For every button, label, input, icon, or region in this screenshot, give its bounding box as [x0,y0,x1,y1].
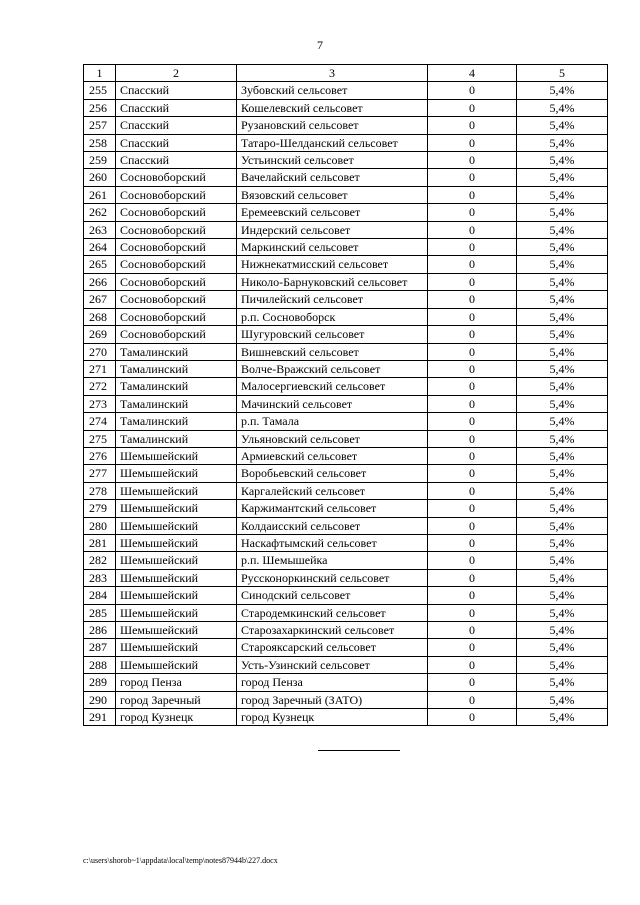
table-row [84,604,608,621]
signature-line [318,750,400,751]
municipality-cell: Николо-Барнуковский сельсовет [237,273,428,290]
table-row [84,82,608,99]
value-cell: 0 [428,239,517,256]
row-number-cell: 273 [84,395,116,412]
percent-cell: 5,4% [517,273,608,290]
municipality-cell: Армиевский сельсовет [237,447,428,464]
table-row [84,465,608,482]
table-row [84,169,608,186]
percent-cell: 5,4% [517,256,608,273]
percent-cell: 5,4% [517,117,608,134]
percent-cell: 5,4% [517,622,608,639]
percent-cell: 5,4% [517,709,608,726]
table-row [84,674,608,691]
table-row [84,204,608,221]
municipality-cell: Маркинский сельсовет [237,239,428,256]
municipality-cell: Шугуровский сельсовет [237,326,428,343]
row-number-cell: 272 [84,378,116,395]
district-cell: Сосновоборский [116,221,237,238]
table-row [84,117,608,134]
row-number-cell: 280 [84,517,116,534]
percent-cell: 5,4% [517,569,608,586]
row-number-cell: 270 [84,343,116,360]
percent-cell: 5,4% [517,169,608,186]
percent-cell: 5,4% [517,308,608,325]
table-row [84,517,608,534]
row-number-cell: 264 [84,239,116,256]
table-row [84,569,608,586]
header-cell: 2 [116,65,237,82]
value-cell: 0 [428,534,517,551]
percent-cell: 5,4% [517,395,608,412]
municipality-cell: Устьинский сельсовет [237,152,428,169]
percent-cell: 5,4% [517,221,608,238]
municipality-cell: Кошелевский сельсовет [237,99,428,116]
table-row [84,273,608,290]
value-cell: 0 [428,447,517,464]
table-row [84,622,608,639]
data-table [83,64,608,726]
value-cell: 0 [428,587,517,604]
row-number-cell: 256 [84,99,116,116]
value-cell: 0 [428,709,517,726]
municipality-cell: Старозахаркинский сельсовет [237,622,428,639]
page-number: 7 [317,38,323,52]
row-number-cell: 287 [84,639,116,656]
table-header-row [84,65,608,82]
percent-cell: 5,4% [517,326,608,343]
row-number-cell: 286 [84,622,116,639]
row-number-cell: 266 [84,273,116,290]
percent-cell: 5,4% [517,186,608,203]
percent-cell: 5,4% [517,552,608,569]
table-row [84,378,608,395]
row-number-cell: 257 [84,117,116,134]
district-cell: Спасский [116,117,237,134]
municipality-cell: город Пенза [237,674,428,691]
row-number-cell: 267 [84,291,116,308]
percent-cell: 5,4% [517,517,608,534]
district-cell: Шемышейский [116,552,237,569]
percent-cell: 5,4% [517,534,608,551]
percent-cell: 5,4% [517,691,608,708]
table-row [84,691,608,708]
percent-cell: 5,4% [517,604,608,621]
row-number-cell: 281 [84,534,116,551]
district-cell: Шемышейский [116,656,237,673]
row-number-cell: 289 [84,674,116,691]
table-row [84,482,608,499]
municipality-cell: Вязовский сельсовет [237,186,428,203]
district-cell: Сосновоборский [116,204,237,221]
row-number-cell: 275 [84,430,116,447]
table-row [84,256,608,273]
municipality-cell: Наскафтымский сельсовет [237,534,428,551]
row-number-cell: 269 [84,326,116,343]
row-number-cell: 276 [84,447,116,464]
row-number-cell: 265 [84,256,116,273]
district-cell: Шемышейский [116,604,237,621]
district-cell: Тамалинский [116,395,237,412]
table-row [84,326,608,343]
percent-cell: 5,4% [517,447,608,464]
municipality-cell: Рузановский сельсовет [237,117,428,134]
value-cell: 0 [428,691,517,708]
municipality-cell: Пичилейский сельсовет [237,291,428,308]
percent-cell: 5,4% [517,343,608,360]
municipality-cell: Воробьевский сельсовет [237,465,428,482]
district-cell: Сосновоборский [116,291,237,308]
table-row [84,395,608,412]
row-number-cell: 290 [84,691,116,708]
row-number-cell: 255 [84,82,116,99]
value-cell: 0 [428,378,517,395]
percent-cell: 5,4% [517,500,608,517]
municipality-cell: Вачелайский сельсовет [237,169,428,186]
district-cell: Шемышейский [116,569,237,586]
municipality-cell: Ульяновский сельсовет [237,430,428,447]
value-cell: 0 [428,604,517,621]
municipality-cell: Колдаисский сельсовет [237,517,428,534]
row-number-cell: 288 [84,656,116,673]
district-cell: Шемышейский [116,500,237,517]
value-cell: 0 [428,308,517,325]
header-cell: 3 [237,65,428,82]
value-cell: 0 [428,186,517,203]
percent-cell: 5,4% [517,378,608,395]
value-cell: 0 [428,430,517,447]
percent-cell: 5,4% [517,291,608,308]
file-path: c:\users\shorob~1\appdata\local\temp\notes87944b\227.docx [83,856,278,865]
value-cell: 0 [428,204,517,221]
value-cell: 0 [428,117,517,134]
percent-cell: 5,4% [517,482,608,499]
row-number-cell: 285 [84,604,116,621]
municipality-cell: Старояксарский сельсовет [237,639,428,656]
district-cell: Сосновоборский [116,326,237,343]
table-row [84,360,608,377]
municipality-cell: Синодский сельсовет [237,587,428,604]
district-cell: Тамалинский [116,343,237,360]
value-cell: 0 [428,500,517,517]
district-cell: город Заречный [116,691,237,708]
district-cell: Сосновоборский [116,186,237,203]
row-number-cell: 260 [84,169,116,186]
row-number-cell: 278 [84,482,116,499]
table-row [84,534,608,551]
district-cell: город Кузнецк [116,709,237,726]
percent-cell: 5,4% [517,465,608,482]
district-cell: Тамалинский [116,430,237,447]
row-number-cell: 262 [84,204,116,221]
table-row [84,656,608,673]
district-cell: Спасский [116,152,237,169]
value-cell: 0 [428,622,517,639]
municipality-cell: город Заречный (ЗАТО) [237,691,428,708]
district-cell: Тамалинский [116,413,237,430]
row-number-cell: 282 [84,552,116,569]
percent-cell: 5,4% [517,656,608,673]
table-row [84,413,608,430]
row-number-cell: 259 [84,152,116,169]
percent-cell: 5,4% [517,413,608,430]
percent-cell: 5,4% [517,674,608,691]
percent-cell: 5,4% [517,430,608,447]
value-cell: 0 [428,82,517,99]
row-number-cell: 261 [84,186,116,203]
municipality-cell: Каржимантский сельсовет [237,500,428,517]
municipality-cell: город Кузнецк [237,709,428,726]
district-cell: Шемышейский [116,587,237,604]
percent-cell: 5,4% [517,639,608,656]
district-cell: Сосновоборский [116,169,237,186]
row-number-cell: 263 [84,221,116,238]
district-cell: Шемышейский [116,639,237,656]
district-cell: Сосновоборский [116,308,237,325]
district-cell: Сосновоборский [116,239,237,256]
table-row [84,447,608,464]
row-number-cell: 284 [84,587,116,604]
table-row [84,709,608,726]
district-cell: Тамалинский [116,360,237,377]
value-cell: 0 [428,674,517,691]
municipality-cell: Малосергиевский сельсовет [237,378,428,395]
district-cell: город Пенза [116,674,237,691]
district-cell: Тамалинский [116,378,237,395]
table-row [84,308,608,325]
header-cell: 4 [428,65,517,82]
district-cell: Сосновоборский [116,273,237,290]
value-cell: 0 [428,395,517,412]
value-cell: 0 [428,465,517,482]
table-row [84,291,608,308]
municipality-cell: Усть-Узинский сельсовет [237,656,428,673]
value-cell: 0 [428,639,517,656]
table-row [84,587,608,604]
district-cell: Шемышейский [116,622,237,639]
municipality-cell: Индерский сельсовет [237,221,428,238]
municipality-cell: р.п. Шемышейка [237,552,428,569]
percent-cell: 5,4% [517,152,608,169]
district-cell: Шемышейский [116,482,237,499]
value-cell: 0 [428,326,517,343]
row-number-cell: 291 [84,709,116,726]
table-row [84,500,608,517]
value-cell: 0 [428,256,517,273]
table-row [84,152,608,169]
table-row [84,430,608,447]
table-row [84,134,608,151]
row-number-cell: 271 [84,360,116,377]
row-number-cell: 283 [84,569,116,586]
district-cell: Шемышейский [116,465,237,482]
table-row [84,239,608,256]
district-cell: Шемышейский [116,517,237,534]
municipality-cell: Мачинский сельсовет [237,395,428,412]
table-row [84,343,608,360]
value-cell: 0 [428,343,517,360]
district-cell: Спасский [116,82,237,99]
value-cell: 0 [428,656,517,673]
value-cell: 0 [428,169,517,186]
municipality-cell: Нижнекатмисский сельсовет [237,256,428,273]
row-number-cell: 277 [84,465,116,482]
value-cell: 0 [428,552,517,569]
percent-cell: 5,4% [517,239,608,256]
district-cell: Шемышейский [116,447,237,464]
municipality-cell: Татаро-Шелданский сельсовет [237,134,428,151]
value-cell: 0 [428,413,517,430]
value-cell: 0 [428,482,517,499]
table-row [84,639,608,656]
percent-cell: 5,4% [517,204,608,221]
value-cell: 0 [428,134,517,151]
district-cell: Шемышейский [116,534,237,551]
district-cell: Спасский [116,134,237,151]
row-number-cell: 258 [84,134,116,151]
header-cell: 1 [84,65,116,82]
table-row [84,221,608,238]
municipality-cell: Зубовский сельсовет [237,82,428,99]
value-cell: 0 [428,273,517,290]
municipality-cell: Волче-Вражский сельсовет [237,360,428,377]
percent-cell: 5,4% [517,587,608,604]
table-row [84,552,608,569]
municipality-cell: Стародемкинский сельсовет [237,604,428,621]
value-cell: 0 [428,360,517,377]
value-cell: 0 [428,99,517,116]
percent-cell: 5,4% [517,99,608,116]
district-cell: Сосновоборский [116,256,237,273]
value-cell: 0 [428,152,517,169]
percent-cell: 5,4% [517,134,608,151]
municipality-cell: Вишневский сельсовет [237,343,428,360]
value-cell: 0 [428,291,517,308]
municipality-cell: Руссконоркинский сельсовет [237,569,428,586]
municipality-cell: Каргалейский сельсовет [237,482,428,499]
municipality-cell: Еремеевский сельсовет [237,204,428,221]
row-number-cell: 274 [84,413,116,430]
municipality-cell: р.п. Тамала [237,413,428,430]
percent-cell: 5,4% [517,360,608,377]
value-cell: 0 [428,569,517,586]
table-row [84,186,608,203]
municipality-cell: р.п. Сосновоборск [237,308,428,325]
row-number-cell: 279 [84,500,116,517]
header-cell: 5 [517,65,608,82]
district-cell: Спасский [116,99,237,116]
row-number-cell: 268 [84,308,116,325]
value-cell: 0 [428,221,517,238]
table-row [84,99,608,116]
value-cell: 0 [428,517,517,534]
percent-cell: 5,4% [517,82,608,99]
